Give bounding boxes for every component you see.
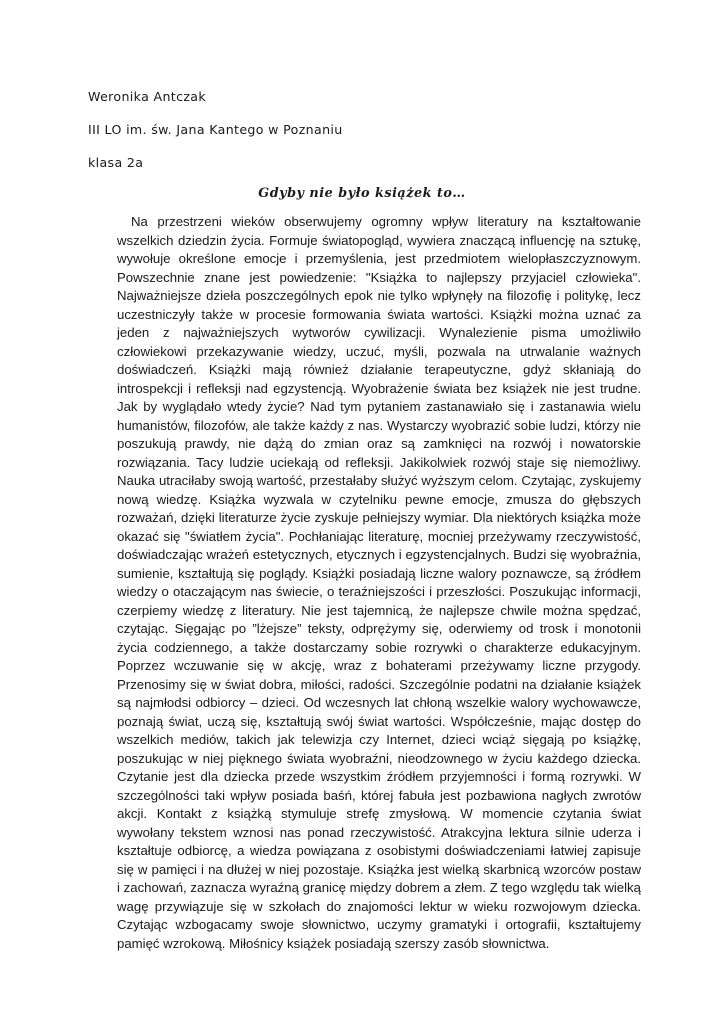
author-name: Weronika Antczak	[88, 89, 207, 104]
essay-body: Na przestrzeni wieków obserwujemy ogromny wpływ literatury na kształtowanie wszelkich dziedzin życia. Formuje światopogląd, wywiera znaczącą influencję na sztukę, wywołuje określone emocje i przemyślenia, jest przedmiotem wielopłaszczyznowym. Powszechnie znane jest powiedzenie: "Książka to najlepszy przyjaciel człowieka". Najważniejsze dzieła poszczególnych epok nie tylko wpłynęły na filozofię i politykę, lecz uczestniczyły także w procesie formowania świata wartości. Książki można uznać za jeden z najważniejszych wytworów cywilizacji. Wynalezienie pisma umożliwiło człowiekowi przekazywanie wiedzy, uczuć, myśli, pozwala na utrwalanie ważnych doświadczeń. Książki mają również działanie terapeutyczne, gdyż skłaniają do introspekcji i refleksji nad egzystencją. Wyobrażenie świata bez książek nie jest trudne. Jak by wyglądało wtedy życie? Nad tym pytaniem zastanawiało się i zastanawia wielu humanistów, filozofów, ale także każdy z nas. Wystarczy wyobrazić sobie ludzi, którzy nie poszukują prawdy, nie dążą do zmian oraz są zamknięci na rozwój i nowatorskie rozwiązania. Tacy ludzie uciekają od refleksji. Jakikolwiek rozwój staje się niemożliwy. Nauka utraciłaby swoją wartość, przestałaby służyć wyższym celom. Czytając, zyskujemy nową wiedzę. Książka wyzwala w czytelniku pewne emocje, zmusza do głębszych rozważań, dzięki literaturze życie zyskuje pełniejszy wymiar. Dla niektórych książka może okazać się "światłem życia". Pochłaniając literaturę, mocniej przeżywamy rzeczywistość, doświadczając wrażeń estetycznych, etycznych i egzystencjalnych. Budzi się wyobraźnia, sumienie, kształtują się poglądy. Książki posiadają liczne walory poznawcze, są źródłem wiedzy o otaczającym nas świecie, o teraźniejszości i przeszłości. Poszukując informacji, czerpiemy wiedzę z literatury. Nie jest tajemnicą, że najlepsze chwile można spędzać, czytając. Sięgając po ”lżejsze” teksty, odprężymy się, oderwiemy od trosk i monotonii życia codziennego, a także dostarczamy sobie rozrywki o charakterze edukacyjnym. Poprzez wczuwanie się w akcję, wraz z bohaterami przeżywamy liczne przygody. Przenosimy się w świat dobra, miłości, radości. Szczególnie podatni na działanie książek są najmłodsi odbiorcy – dzieci. Od wczesnych lat chłoną wszelkie walory wychowawcze, poznają świat, uczą się, kształtują swój świat wartości. Współcześnie, mając dostęp do wszelkich mediów, takich jak telewizja czy Internet, dzieci wciąż sięgają po książkę, poszukując w niej pięknego świata wyobraźni, nieodzownego w życiu każdego dziecka. Czytanie jest dla dziecka przede wszystkim źródłem przyjemności i formą rozrywki. W szczególności taki wpływ posiada baśń, której fabuła jest pozbawiona nagłych zwrotów akcji. Kontakt z książką stymuluje strefę zmysłową. W momencie czytania świat wywołany tekstem wznosi nas ponad rzeczywistość. Atrakcyjna lektura silnie uderza i kształtuje odbiorcę, a wiedza powiązana z osobistymi doświadczeniami łatwiej zapisuje się w pamięci i na dłużej w niej pozostaje. Książka jest wielką skarbnicą wzorców postaw i zachowań, zaznacza wyraźną granicę między dobrem a złem. Z tego względu tak wielką wagę przywiązuje się w szkołach do znajomości lektur w wieku rozwojowym dziecka. Czytając wzbogacamy swoje słownictwo, uczymy gramatyki i ortografii, kształtujemy pamięć wzrokową. Miłośnicy książek posiadają szerszy zasób słownictwa.	[117, 214, 641, 951]
essay-title: Gdyby nie było książek to…	[258, 186, 466, 201]
school-name: III LO im. św. Jana Kantego w Poznaniu	[88, 122, 343, 137]
class-label: klasa 2a	[88, 155, 144, 170]
